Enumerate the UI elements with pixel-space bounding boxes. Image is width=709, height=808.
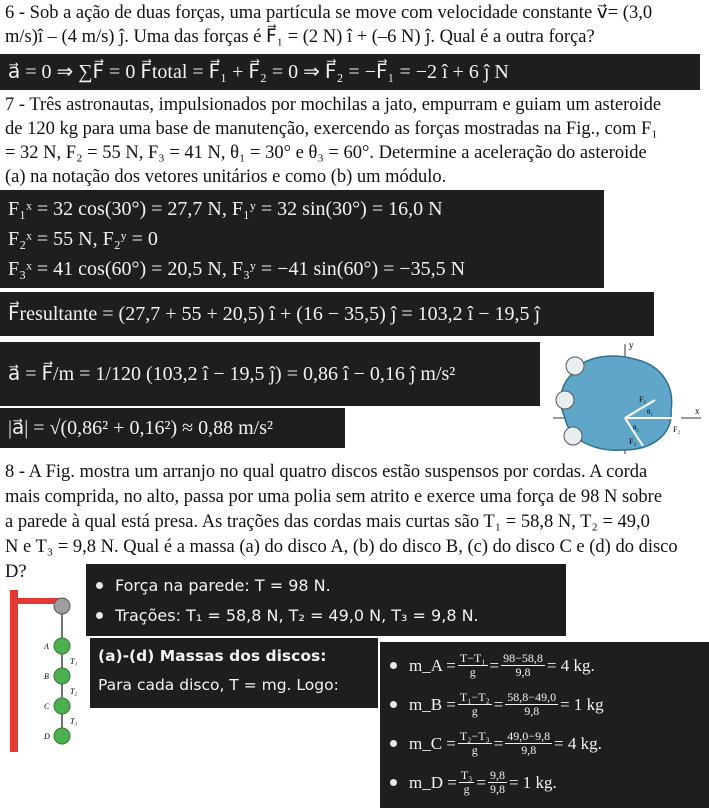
problem8-line1: 8 - A Fig. mostra um arranjo no qual quatro discos estão suspensos por cordas. A corda [5,462,648,482]
masses-title: (a)-(d) Massas dos discos: [98,647,327,665]
asteroid-figure [543,338,707,460]
wall-force: Força na parede: T = 98 N. [115,575,331,595]
label-t1: T₁ [70,657,78,666]
bullet-icon [390,701,397,708]
resultant-force: F⃗resultante = (27,7 + 55 + 20,5) î + (16 − 35,5) ĵ = 103,2 î − 19,5 ĵ [0,292,654,336]
forces-summary-box [86,564,566,636]
disc-b [54,668,70,684]
pulley [54,598,70,614]
masses-results-box [380,642,709,808]
problem6-solution: a⃗ = 0 ⇒ ∑F⃗ = 0 F⃗total = F⃗₁ + F⃗₂ = 0 ⇒ F⃗₂ = −F⃗₁ = −2 î + 6 ĵ N [0,54,700,90]
masses-intro-box [90,638,378,708]
wall [10,590,18,752]
bullet-icon [390,779,397,786]
problem7-line2: de 120 kg para uma base de manutenção, exercendo as forças mostradas na Fig., com F₁ [5,119,658,139]
astronaut-3 [564,427,582,445]
acceleration-rhs: (103,2 î − 19,5 ĵ) = 0,86 î − 0,16 ĵ m/s² [146,363,456,385]
acceleration-lhs: a⃗ = F⃗/m = 1/120 [8,363,141,385]
label-f1: F₁ [639,395,647,404]
label-disc-a: A [44,642,49,651]
label-disc-b: B [44,672,49,681]
mass-row-a: m_A = $\frac{\text{T−T₁}}{g}$ = $\frac{98-58,8}{9,8}$ = 4 kg. [390,646,699,685]
component-f1: F₁ˣ = 32 cos(30°) = 27,7 N, F₁ʸ = 32 sin(30°) = 16,0 N [8,198,443,220]
bullet-icon [96,612,103,619]
label-disc-d: D [44,732,50,741]
disc-a [54,638,70,654]
disc-d [54,728,70,744]
astronaut-2 [556,391,574,409]
problem8-line4: N e T₃ = 9,8 N. Qual é a massa (a) do disco A, (b) do disco B, (c) do disco C e (d) do disco [5,537,678,557]
mass-row-b: m_B = $\frac{\text{T₁−T₂}}{g}$ = $\frac{58,8-49,0}{9,8}$ = 1 kg [390,685,699,724]
label-x: x [695,406,700,416]
problem8-line3: a parede à qual está presa. As trações das cordas mais curtas são T₁ = 58,8 N, T₂ = 49,0 [5,512,650,532]
problem8-line2: mais comprida, no alto, passa por uma polia sem atrito e exerce uma força de 98 N sobre [5,487,663,507]
masses-intro: Para cada disco, T = mg. Logo: [98,676,339,694]
label-theta3: θ₃ [633,424,639,432]
problem8-line5: D? [5,562,27,582]
label-disc-c: C [44,702,50,711]
problem7-line3: = 32 N, F₂ = 55 N, F₃ = 41 N, θ₁ = 30° e θ₃ = 60°. Determine a aceleração do asteroide [5,143,647,163]
label-t3: T₃ [70,717,78,726]
bullet-icon [96,582,103,589]
label-f2: F₂ [673,425,681,434]
tensions: Trações: T₁ = 58,8 N, T₂ = 49,0 N, T₃ = 9,8 N. [115,605,479,625]
label-y: y [629,340,634,350]
acceleration-magnitude: |a⃗| = √(0,86² + 0,16²) ≈ 0,88 m/s² [0,408,345,448]
bullet-icon [390,662,397,669]
problem6-line2: m/s)î – (4 m/s) ĵ. Uma das forças é F⃗₁ = (2 N) î + (–6 N) ĵ. Qual é a outra força? [5,27,595,47]
label-t2: T₂ [70,687,78,696]
astronaut-1 [566,357,584,375]
component-f3: F₃ˣ = 41 cos(60°) = 20,5 N, F₃ʸ = −41 sin(60°) = −35,5 N [8,258,466,280]
acceleration-vector [0,342,540,406]
mass-row-c: m_C = $\frac{\text{T₂−T₃}}{g}$ = $\frac{49,0-9,8}{9,8}$ = 4 kg. [390,724,699,763]
disc-c [54,698,70,714]
label-f3: F₃ [629,437,637,446]
discs-figure [4,586,88,756]
problem6-line1: 6 - Sob a ação de duas forças, uma partícula se move com velocidade constante v⃗= (3,0 [5,3,653,23]
label-theta1: θ₁ [647,408,653,416]
component-f2: F₂ˣ = 55 N, F₂ʸ = 0 [8,228,158,250]
mass-row-d: m_D = $\frac{\text{T₃}}{g}$ = $\frac{9,8}{9,8}$ = 1 kg. [390,763,699,802]
force-components-box [0,190,604,288]
bullet-icon [390,740,397,747]
problem7-line4: (a) na notação dos vetores unitários e como (b) um módulo. [5,167,447,187]
problem7-line1: 7 - Três astronautas, impulsionados por mochilas a jato, empurram e guiam um asteroide [5,95,662,115]
